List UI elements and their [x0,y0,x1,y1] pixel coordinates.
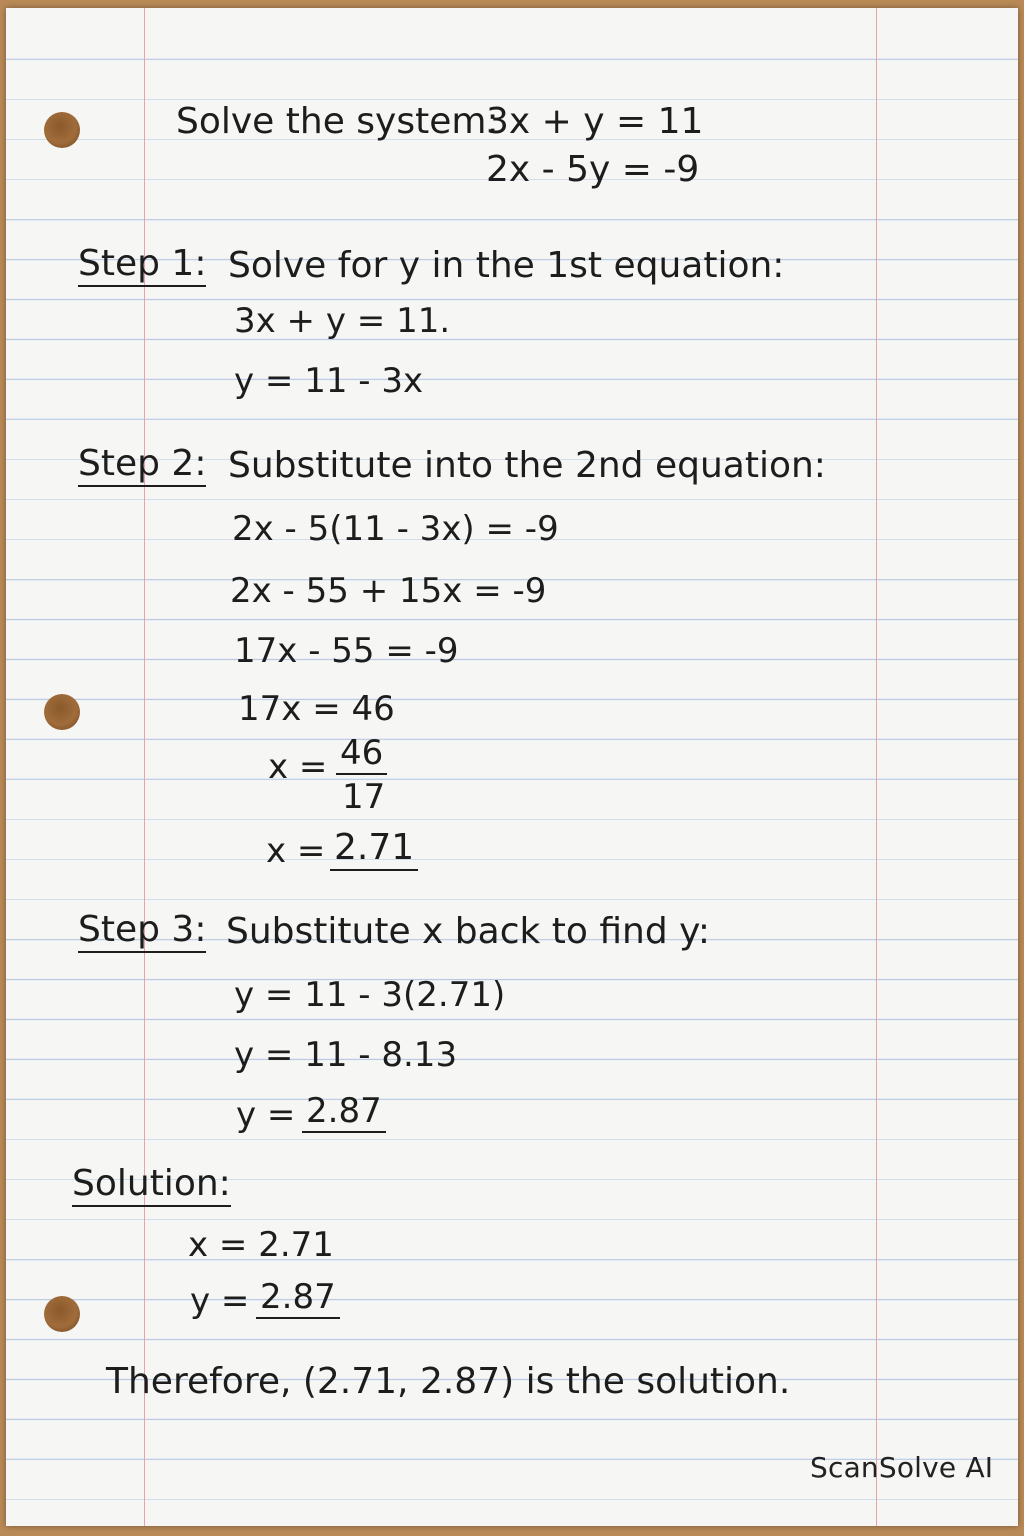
step3-line: y = 11 - 8.13 [234,1035,458,1075]
step2-line: 2x - 55 + 15x = -9 [230,571,547,611]
step3-label: Step 3: [78,912,206,953]
step2-line: 17x = 46 [238,689,395,729]
problem-prompt: Solve the system: [176,101,499,142]
solution-label: Solution: [72,1166,231,1207]
step1-label: Step 1: [78,246,206,287]
solution-y-value: 2.87 [256,1280,340,1319]
x-result-value: 2.71 [330,830,418,871]
left-margin-line [144,8,145,1526]
fraction-numerator: 46 [336,736,387,775]
solution-y-lhs: y = [190,1281,250,1321]
fraction-lhs: x = [268,747,328,787]
step1-title: Solve for y in the 1st equation: [228,245,785,286]
brand-watermark: ScanSolve AI [810,1451,994,1484]
step1-line: 3x + y = 11. [234,301,451,341]
x-result-lhs: x = [266,831,326,871]
step3-title: Substitute x back to find y: [226,911,710,952]
step2-line: 17x - 55 = -9 [234,631,459,671]
step2-line: 2x - 5(11 - 3x) = -9 [232,509,559,549]
equation-2: 2x - 5y = -9 [486,149,700,190]
step3-line: y = 11 - 3(2.71) [234,975,506,1015]
y-result-value: 2.87 [302,1094,386,1133]
fraction-denominator: 17 [342,777,386,817]
notebook-page [6,8,1018,1526]
conclusion: Therefore, (2.71, 2.87) is the solution. [106,1361,791,1402]
step1-line: y = 11 - 3x [234,361,424,401]
punch-hole [44,112,80,148]
y-result-lhs: y = [236,1095,296,1135]
punch-hole [44,1296,80,1332]
punch-hole [44,694,80,730]
right-margin-line [876,8,877,1526]
step2-label: Step 2: [78,446,206,487]
equation-1: 3x + y = 11 [486,101,704,142]
step2-title: Substitute into the 2nd equation: [228,445,826,486]
solution-x: x = 2.71 [188,1225,334,1265]
